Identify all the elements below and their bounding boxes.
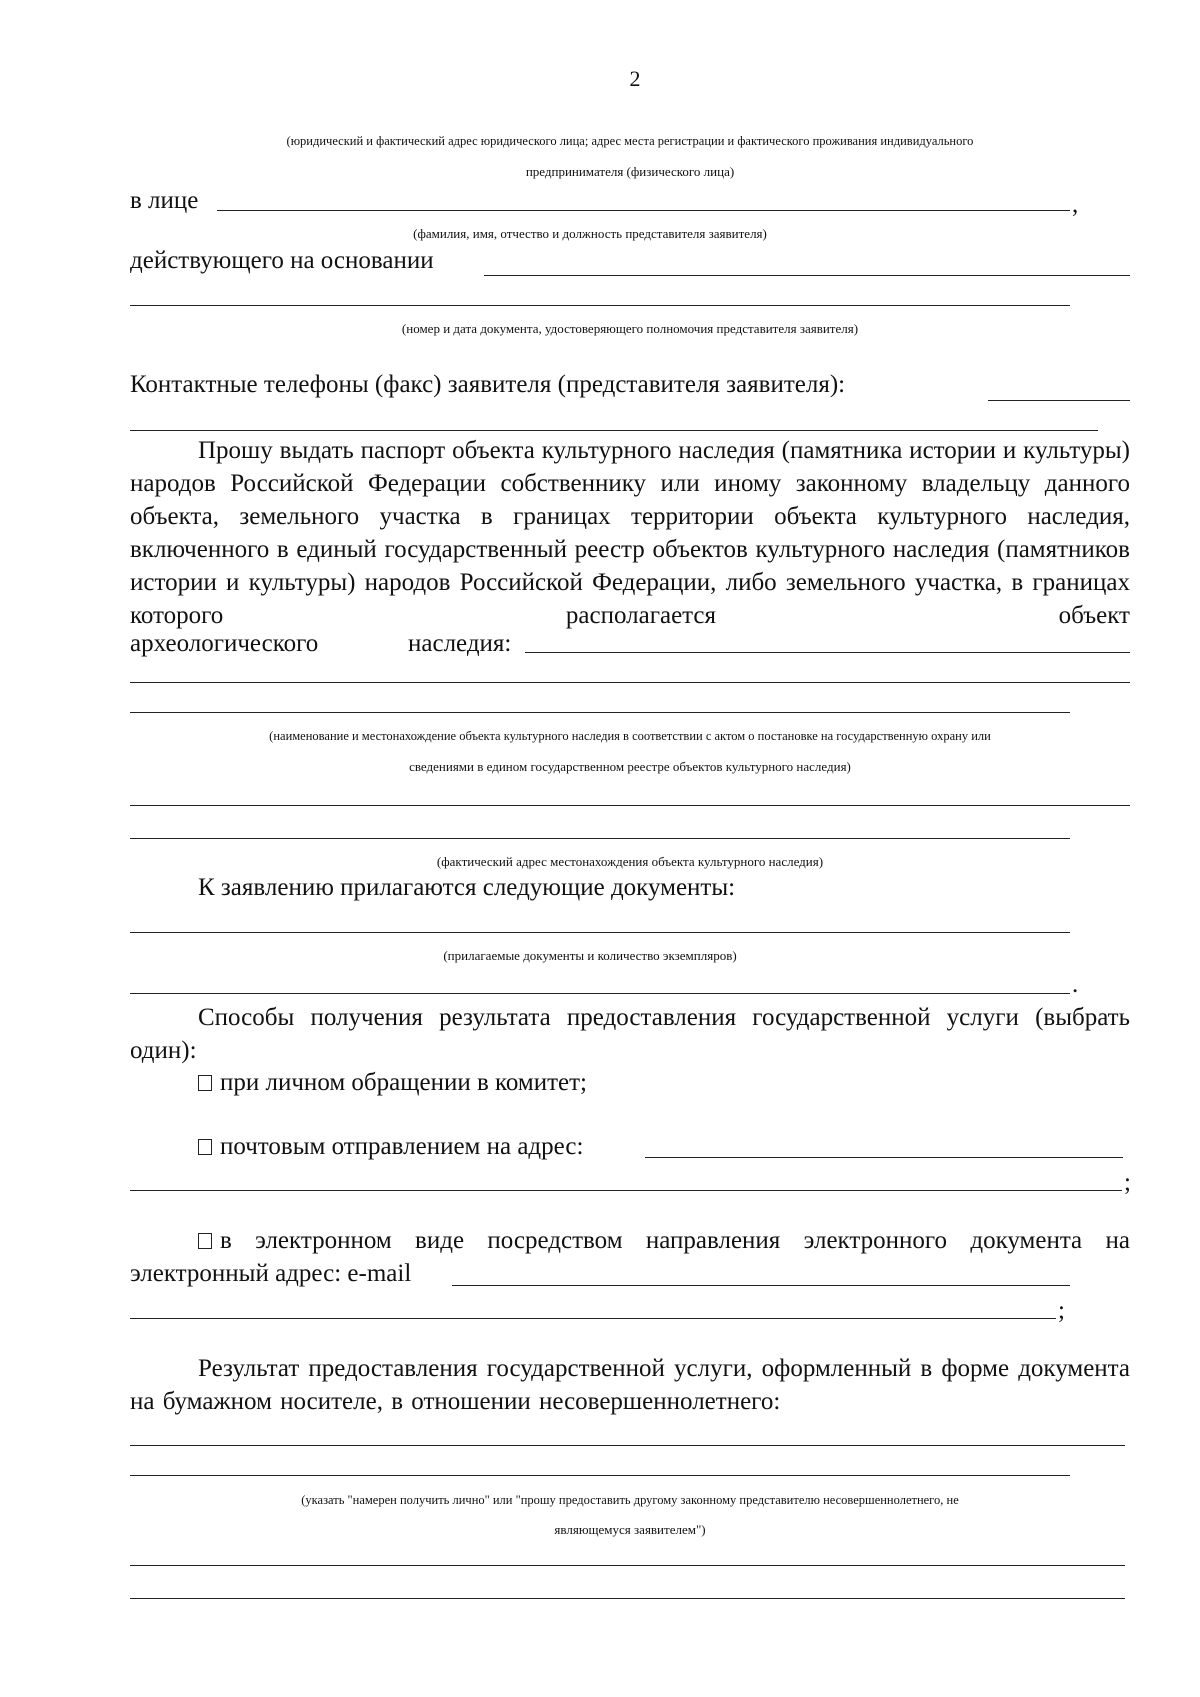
request-paragraph: Прошу выдать паспорт объекта культурного наследия (памятника истории и культуры) народов Российской Федерации собственнику или иному законному владельцу данного объекта, земельного участка в границах территории объекта культурного наследия, включенного в единый государственный реестр объектов культурного наследия (памятников истории и культуры) народов Российской Федерации, либо земельного участка, в границах которого располагается объект — [130, 437, 1130, 629]
caption-minor-line1: (указать "намерен получить лично" или "прошу предоставить другому законному представителю несовершеннолетнего, не — [301, 1493, 959, 1507]
fact-address-field[interactable] — [130, 838, 1070, 839]
caption-attached-docs: (прилагаемые документы и количество экземпляров) — [443, 948, 737, 963]
caption-fact-address: (фактический адрес местонахождения объекта культурного наследия) — [436, 854, 824, 869]
caption-address-line2: предпринимателя (физического лица) — [525, 164, 735, 179]
caption-address-line1: (юридический и фактический адрес юридического лица; адрес места регистрации и фактического проживания индивидуального — [286, 134, 974, 148]
request-last-word: археологического — [130, 630, 319, 657]
result-field-line3[interactable] — [130, 1565, 1125, 1566]
page-number: 2 — [629, 66, 641, 91]
object-field[interactable] — [525, 652, 1130, 653]
caption-representative: (фамилия, имя, отчество и должность представителя заявителя) — [413, 226, 767, 241]
option-mail-label: почтовым отправлением на адрес: — [220, 1133, 584, 1160]
contacts-field-line2[interactable] — [130, 430, 1098, 431]
mail-address-field-line2[interactable] — [130, 1190, 1122, 1191]
mail-address-field[interactable] — [645, 1157, 1123, 1158]
checkbox-personal[interactable] — [198, 1075, 212, 1091]
attachments-field-line2[interactable] — [130, 993, 1070, 994]
comma: , — [1072, 191, 1079, 218]
caption-object-line2: сведениями в едином государственном реестре объектов культурного наследия) — [409, 759, 851, 774]
object-field-line2[interactable] — [130, 682, 1130, 683]
contacts-field[interactable] — [988, 400, 1130, 401]
object-field-line3[interactable] — [130, 712, 1070, 713]
option-electronic-label: в электронном виде посредством направления электронного документа на электронный адрес: e-mail — [130, 1227, 1130, 1287]
acting-basis-label: действующего на основании — [130, 247, 434, 274]
option-personal[interactable] — [198, 1068, 587, 1098]
attachments-field[interactable] — [130, 932, 1070, 933]
result-field[interactable] — [130, 1445, 1125, 1446]
acting-basis-field-line2[interactable] — [130, 305, 1070, 306]
option-mail[interactable] — [198, 1132, 583, 1162]
checkbox-mail[interactable] — [198, 1139, 212, 1155]
result-field-line2[interactable] — [130, 1475, 1070, 1476]
result-field-line4[interactable] — [130, 1598, 1125, 1599]
caption-minor-line2: являющемуся заявителем") — [554, 1522, 706, 1537]
caption-object-line1: (наименование и местонахождение объекта культурного наследия в соответствии с актом о постановке на государственную охрану или — [269, 729, 991, 743]
email-field-line2[interactable] — [130, 1318, 1056, 1319]
attachments-heading: К заявлению прилагаются следующие документы: — [198, 874, 736, 901]
option-electronic[interactable] — [130, 1224, 1130, 1290]
object-details-field[interactable] — [130, 805, 1130, 806]
acting-basis-field[interactable] — [484, 275, 1130, 276]
in-person-label: в лице — [130, 187, 199, 214]
request-last-label: наследия: — [408, 630, 512, 657]
contacts-label: Контактные телефоны (факс) заявителя (представителя заявителя): — [130, 371, 846, 398]
email-semicolon: ; — [1058, 1297, 1065, 1324]
period: . — [1072, 971, 1079, 998]
result-paragraph: Результат предоставления государственной услуги, оформленный в форме документа на бумажном носителе, в отношении несовершеннолетнего: — [130, 1355, 1130, 1415]
mail-semicolon: ; — [1124, 1169, 1131, 1196]
checkbox-electronic[interactable] — [198, 1233, 212, 1249]
option-personal-label: при личном обращении в комитет; — [220, 1069, 588, 1096]
representative-name-field[interactable] — [217, 210, 1070, 211]
email-field[interactable] — [452, 1285, 1070, 1286]
methods-heading: Способы получения результата предоставления государственной услуги (выбрать один): — [130, 1004, 1130, 1064]
caption-authority-doc: (номер и дата документа, удостоверяющего полномочия представителя заявителя) — [401, 321, 859, 336]
